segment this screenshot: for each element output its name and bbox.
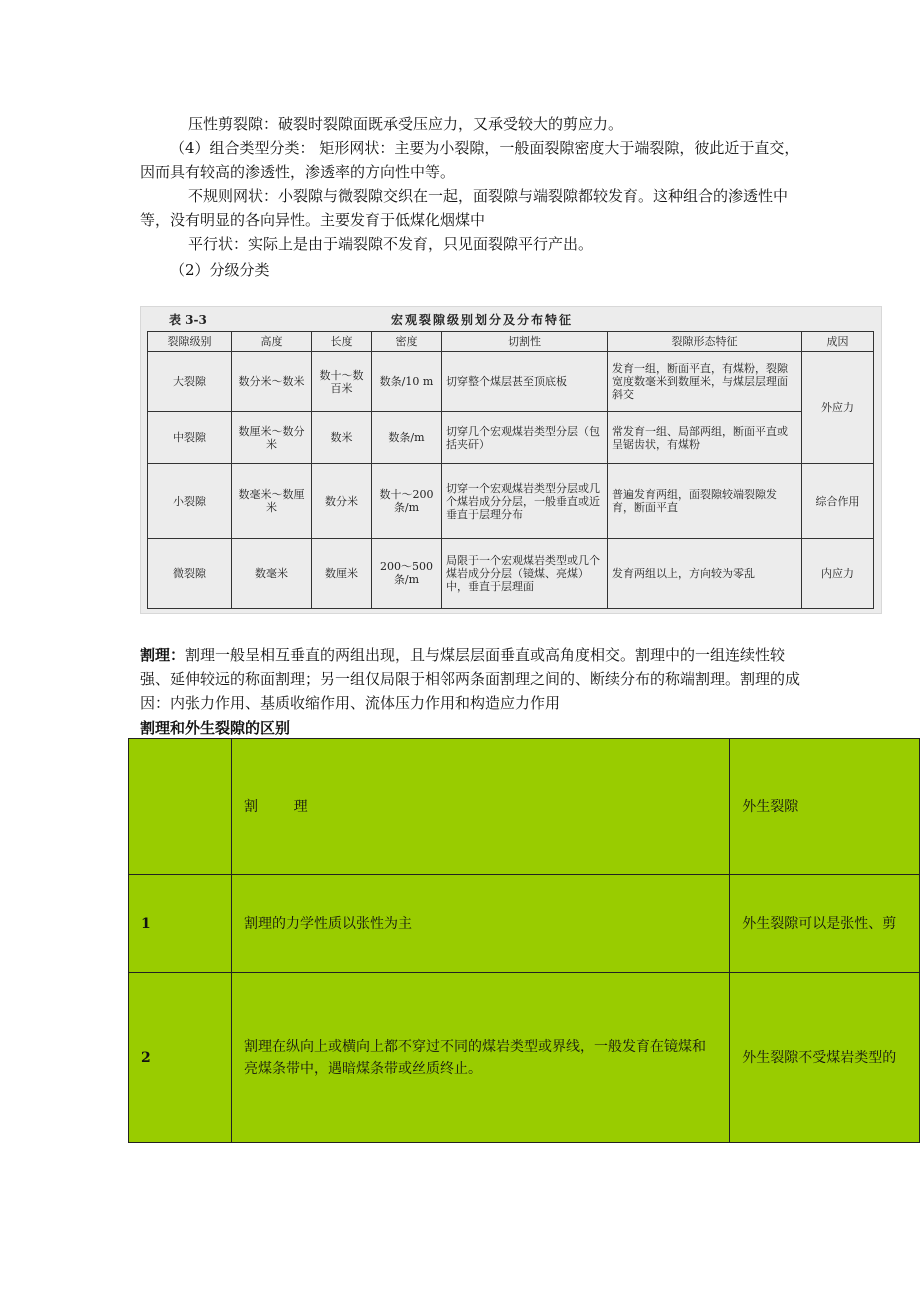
table-row <box>148 352 874 412</box>
section-heading-cleat-vs-exogenous: 割理和外生裂隙的区别 <box>140 719 291 737</box>
scanned-table-caption <box>141 309 881 331</box>
table-cell: 中裂隙 <box>148 412 232 464</box>
table-cell-cause: 综合作用 <box>802 464 874 538</box>
table-row <box>148 412 874 464</box>
table-cell: 普遍发育两组，面裂隙较端裂隙发育，断面平直 <box>608 464 802 538</box>
header-cell: 裂隙级别 <box>148 332 232 352</box>
table-cell: 数条/m <box>372 412 442 464</box>
exogenous-cell: 外生裂隙可以是张性、剪 <box>730 875 920 973</box>
paragraph-cleat <box>140 643 800 715</box>
table-cell: 切穿几个宏观煤岩类型分层（包括夹矸） <box>442 412 608 464</box>
header-cell: 密度 <box>372 332 442 352</box>
table-row <box>148 464 874 538</box>
table-cell: 数厘米～数分米 <box>232 412 312 464</box>
fracture-grade-table <box>147 331 874 609</box>
cleat-text: 割理一般呈相互垂直的两组出现，且与煤层层面垂直或高角度相交。割理中的一组连续性较强、延伸较远的称面割理；另一组仅局限于相邻两条面割理之间的、断续分布的称端割理。割理的成因：内张力作用、基质收缩作用、流体压力作用和构造应力作用 <box>140 646 801 712</box>
header-cell: 高度 <box>232 332 312 352</box>
table-cell-cause: 外应力 <box>802 352 874 464</box>
cleat-label: 割理： <box>140 646 186 664</box>
header-cell-empty <box>129 739 232 875</box>
row-number: 2 <box>129 973 232 1143</box>
comparison-table <box>128 738 920 1143</box>
header-cell: 切割性 <box>442 332 608 352</box>
paragraph-parallel: 平行状：实际上是由于端裂隙不发育，只见面裂隙平行产出。 <box>188 235 594 253</box>
table-cell-cause: 内应力 <box>802 538 874 608</box>
paragraph-combination-types: （4）组合类型分类： 矩形网状：主要为小裂隙，一般面裂隙密度大于端裂隙，彼此近于直交，因而具有较高的渗透性，渗透率的方向性中等。 <box>140 139 800 181</box>
paragraph-irregular-network: 不规则网状：小裂隙与微裂隙交织在一起，面裂隙与端裂隙都较发育。这种组合的渗透性中等，没有明显的各向异性。主要发育于低煤化烟煤中 <box>140 187 789 229</box>
table-title: 宏观裂隙级别划分及分布特征 <box>391 313 574 327</box>
header-cell: 成因 <box>802 332 874 352</box>
table-cell: 数条/10 m <box>372 352 442 412</box>
table-row <box>148 538 874 608</box>
table-cell: 微裂隙 <box>148 538 232 608</box>
table-cell: 数厘米 <box>312 538 372 608</box>
table-cell: 数分米 <box>312 464 372 538</box>
header-cell-exogenous: 外生裂隙 <box>730 739 920 875</box>
table-cell: 小裂隙 <box>148 464 232 538</box>
table-cell: 数毫米 <box>232 538 312 608</box>
table-cell: 发育一组，断面平直，有煤粉，裂隙宽度数毫米到数厘米，与煤层层理面斜交 <box>608 352 802 412</box>
table-cell: 发育两组以上，方向较为零乱 <box>608 538 802 608</box>
paragraph-grading-heading: （2）分级分类 <box>170 261 270 279</box>
table-cell: 大裂隙 <box>148 352 232 412</box>
row-number: 1 <box>129 875 232 973</box>
comparison-row <box>129 973 920 1143</box>
table-cell: 数分米～数米 <box>232 352 312 412</box>
table-cell: 切穿一个宏观煤岩类型分层或几个煤岩成分分层，一般垂直或近垂直于层理分布 <box>442 464 608 538</box>
table-cell: 数十～200 条/m <box>372 464 442 538</box>
comparison-header-row <box>129 739 920 875</box>
table-cell: 局限于一个宏观煤岩类型或几个煤岩成分分层（镜煤、亮煤）中，垂直于层理面 <box>442 538 608 608</box>
header-cell: 裂隙形态特征 <box>608 332 802 352</box>
table-number: 表 3-3 <box>169 313 207 327</box>
comparison-row <box>129 875 920 973</box>
exogenous-cell: 外生裂隙不受煤岩类型的 <box>730 973 920 1143</box>
table-cell: 数十～数百米 <box>312 352 372 412</box>
table-cell: 数米 <box>312 412 372 464</box>
scanned-table-image <box>140 306 882 614</box>
header-cell: 长度 <box>312 332 372 352</box>
cleat-cell: 割理的力学性质以张性为主 <box>232 875 730 973</box>
table-header-row <box>148 332 874 352</box>
paragraph-compressive-shear: 压性剪裂隙：破裂时裂隙面既承受压应力，又承受较大的剪应力。 <box>188 115 624 133</box>
table-cell: 切穿整个煤层甚至顶底板 <box>442 352 608 412</box>
table-cell: 常发育一组、局部两组，断面平直或呈锯齿状，有煤粉 <box>608 412 802 464</box>
table-cell: 数毫米～数厘米 <box>232 464 312 538</box>
cleat-cell: 割理在纵向上或横向上都不穿过不同的煤岩类型或界线，一般发育在镜煤和亮煤条带中，遇暗煤条带或丝质终止。 <box>232 973 730 1143</box>
header-cell-cleat: 割 理 <box>232 739 730 875</box>
table-cell: 200～500 条/m <box>372 538 442 608</box>
